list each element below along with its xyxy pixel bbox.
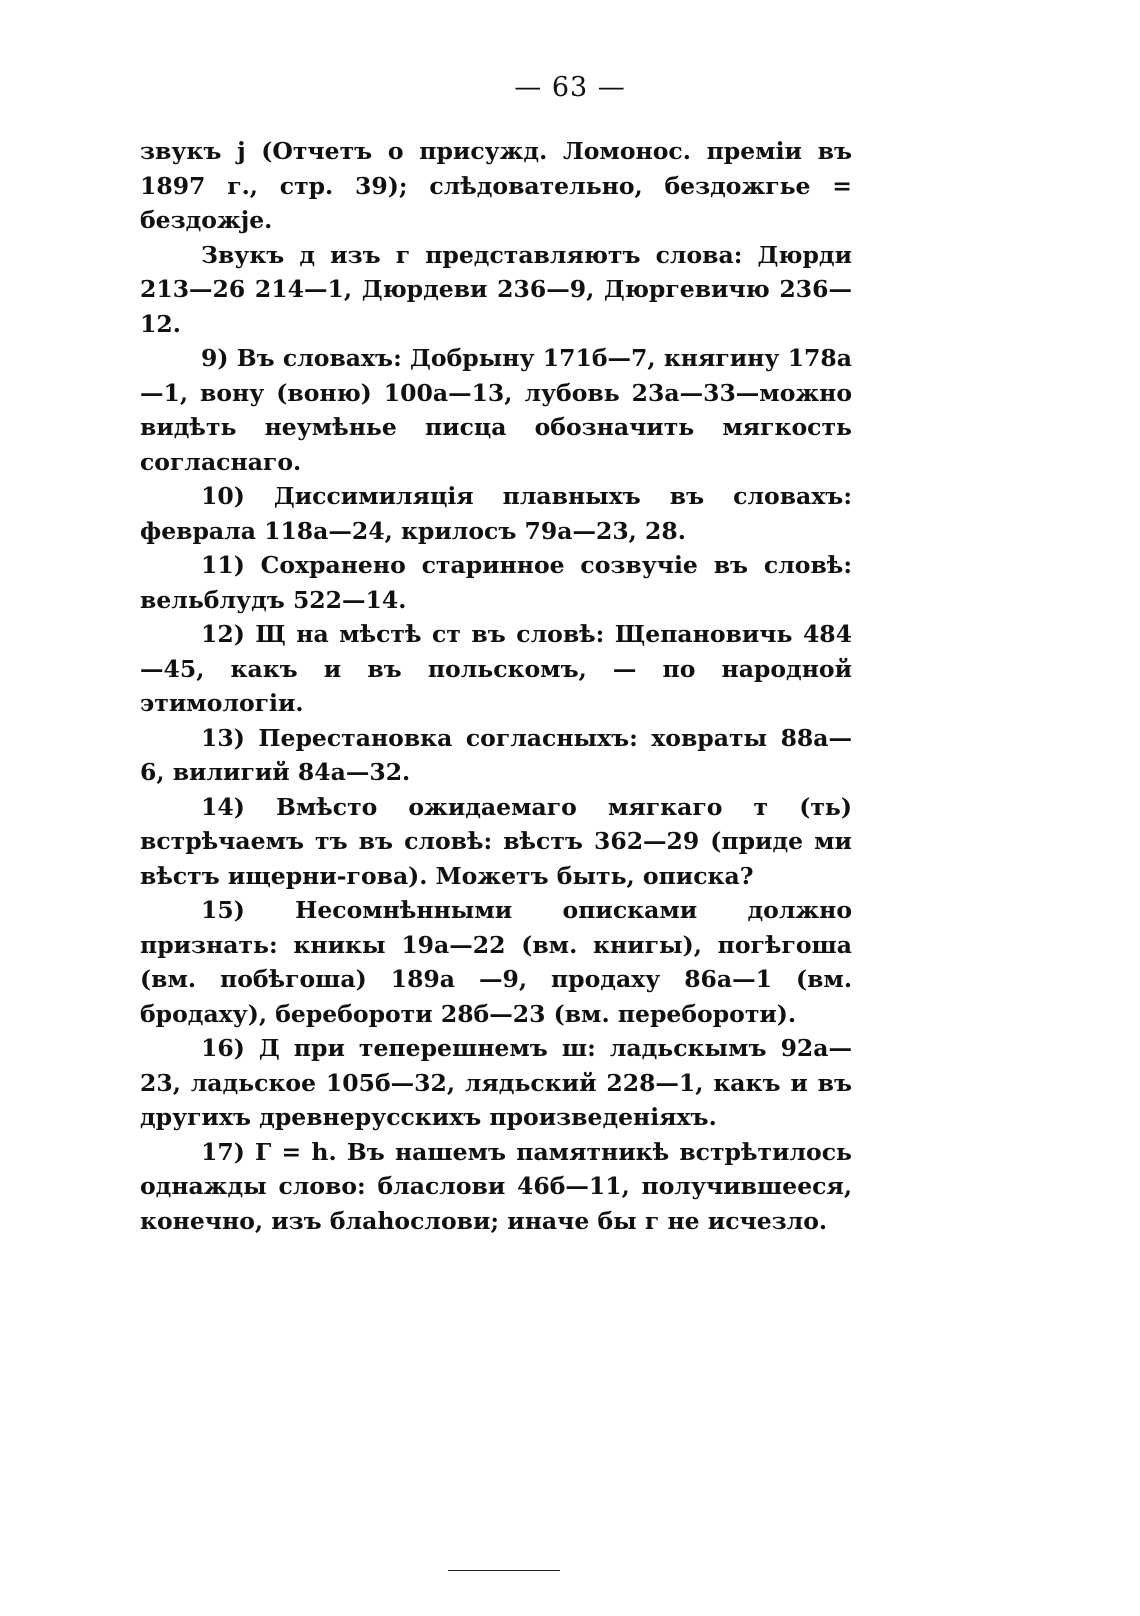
paragraph-10: 10) Диссимиляція плавныхъ въ словахъ: феврала 118а—24, крилосъ 79а—23, 28. xyxy=(140,482,852,545)
paragraph-11: 11) Сохранено старинное созвучіе въ словѣ: вельблудъ 522—14. xyxy=(140,551,852,614)
paragraph-continuation: звукъ j (Отчетъ о присужд. Ломонос. преміи въ 1897 г., стр. 39); слѣдовательно, бездожгье = бездожје. xyxy=(140,137,852,234)
paragraph-14: 14) Вмѣсто ожидаемаго мягкаго т (ть) встрѣчаемъ тъ въ словѣ: вѣстъ 362—29 (приде ми вѣстъ ищерни-гова). Можетъ быть, описка? xyxy=(140,792,852,890)
page-number: — 63 — xyxy=(514,72,626,103)
paragraph-8-cont: Звукъ д изъ г представляютъ слова: Дюрди 213—26 214—1, Дюрдеви 236—9, Дюргевичю 236—12. xyxy=(140,240,852,338)
page-body xyxy=(140,134,852,1238)
section-divider xyxy=(448,1570,560,1571)
paragraph-17: 17) Г = h. Въ нашемъ памятникѣ встрѣтилось однажды слово: бласлови 46б—11, получившееся, конечно, изъ блаhослови; иначе бы г не исчезло. xyxy=(140,1137,852,1235)
paragraph-15: 15) Несомнѣнными описками должно признать: кникы 19а—22 (вм. книгы), погѣгоша (вм. побѣгоша) 189а —9, продаху 86а—1 (вм. бродаху), беребороти 28б—23 (вм. перебороти). xyxy=(140,896,852,1028)
paragraph-9: 9) Въ словахъ: Добрыну 171б—7, княгину 178а—1, вону (воню) 100а—13, лубовь 23а—33—можно видѣть неумѣнье писца обозначить мягкость согласнаго. xyxy=(140,344,852,476)
paragraph-13: 13) Перестановка согласныхъ: ховраты 88а—6, вилигий 84а—32. xyxy=(140,723,852,786)
paragraph-16: 16) Д при теперешнемъ ш: ладьскымъ 92а—23, ладьское 105б—32, лядьский 228—1, какъ и въ другихъ древнерусскихъ произведеніяхъ. xyxy=(140,1034,852,1131)
paragraph-12: 12) Щ на мѣстѣ ст въ словѣ: Щепановичь 484—45, какъ и въ польскомъ, — по народной этимологіи. xyxy=(140,620,852,717)
